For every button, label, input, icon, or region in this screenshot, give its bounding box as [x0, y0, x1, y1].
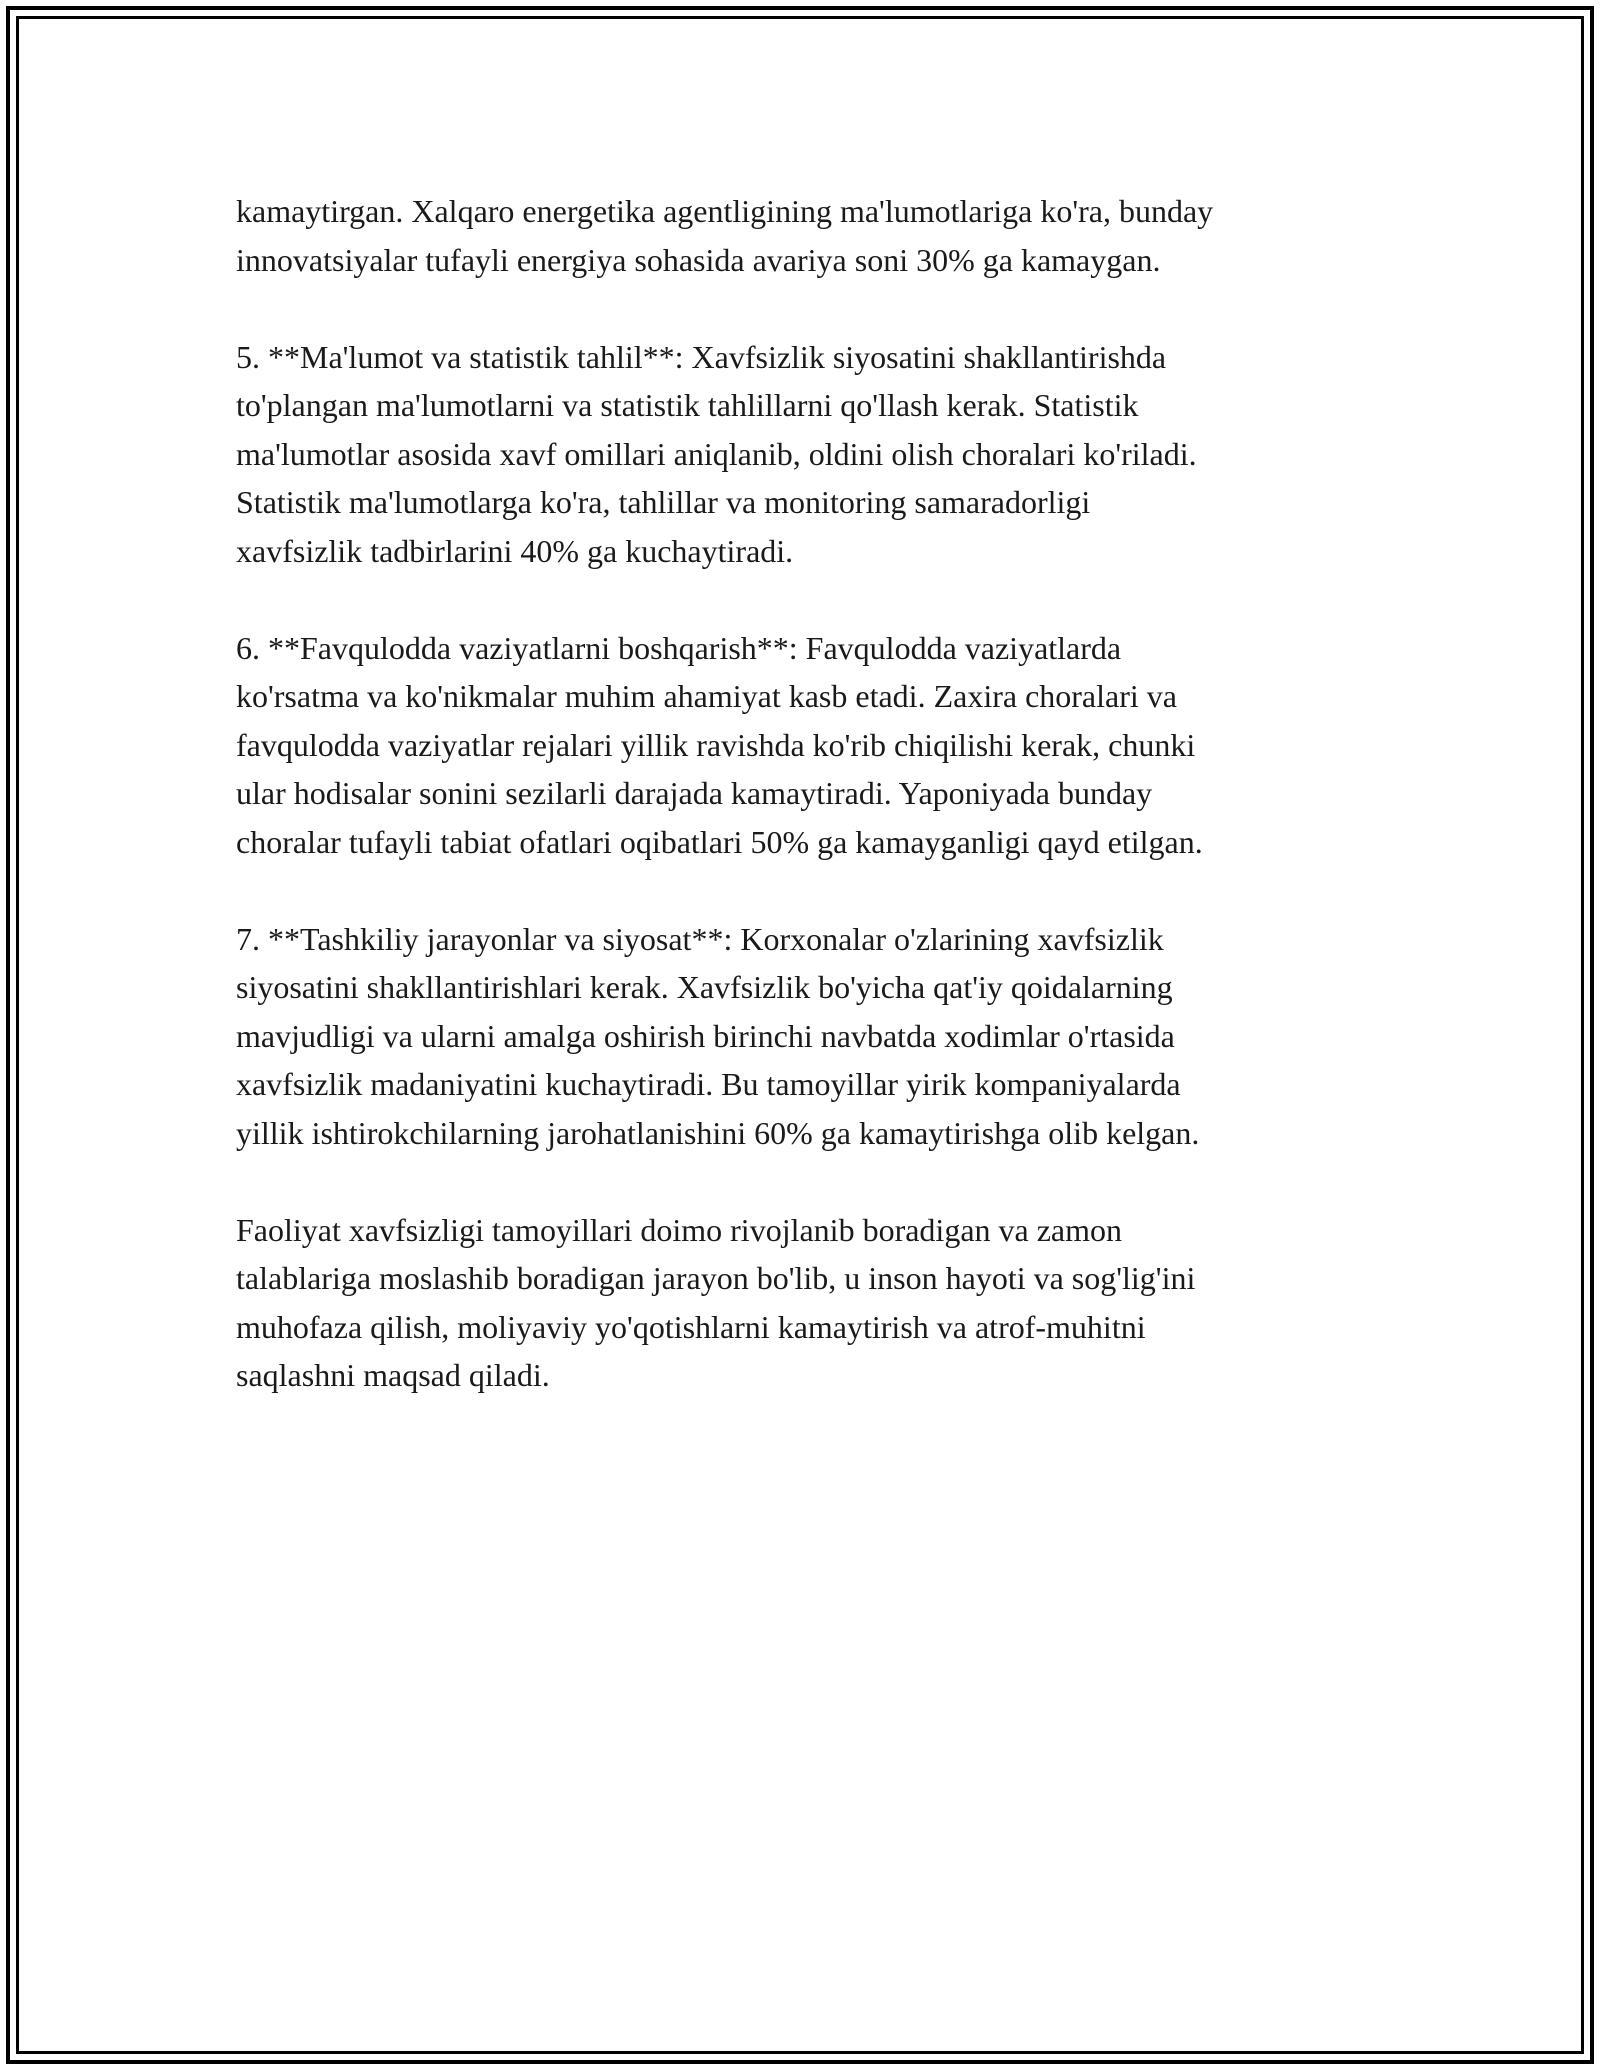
text-line: mavjudligi va ularni amalga oshirish birinchi navbatda xodimlar o'rtasida [236, 1017, 1175, 1054]
paragraph-continuation [236, 187, 1386, 284]
text-line: 7. **Tashkiliy jarayonlar va siyosat**: Korxonalar o'zlarining xavfsizlik [236, 920, 1164, 957]
paragraph-item-5 [236, 333, 1386, 576]
paragraph-item-6 [236, 624, 1386, 867]
text-line: ko'rsatma va ko'nikmalar muhim ahamiyat kasb etadi. Zaxira choralari va [236, 678, 1177, 714]
text-line: innovatsiyalar tufayli energiya sohasida avariya soni 30% ga kamaygan. [236, 241, 1161, 278]
text-line: xavfsizlik madaniyatini kuchaytiradi. Bu tamoyillar yirik kompaniyalarda [236, 1066, 1181, 1102]
text-line: muhofaza qilish, moliyaviy yo'qotishlarni kamaytirish va atrof-muhitni [236, 1308, 1146, 1345]
text-line: favqulodda vaziyatlar rejalari yillik ravishda ko'rib chiqilishi kerak, chunki [236, 726, 1196, 763]
text-line: yillik ishtirokchilarning jarohatlanishini 60% ga kamaytirishga olib kelgan. [236, 1114, 1200, 1151]
text-line: kamaytirgan. Xalqaro energetika agentligining ma'lumotlariga ko'ra, bunday [236, 193, 1214, 229]
text-line: ma'lumotlar asosida xavf omillari aniqlanib, oldini olish choralari ko'riladi. [236, 435, 1197, 472]
paragraph-conclusion [236, 1206, 1386, 1400]
text-line: choralar tufayli tabiat ofatlari oqibatlari 50% ga kamayganligi qayd etilgan. [236, 823, 1203, 860]
text-line: saqlashni maqsad qiladi. [236, 1357, 550, 1393]
text-line: 5. **Ma'lumot va statistik tahlil**: Xavfsizlik siyosatini shakllantirishda [236, 338, 1167, 375]
text-line: 6. **Favqulodda vaziyatlarni boshqarish**: Favqulodda vaziyatlarda [236, 629, 1122, 666]
text-line: xavfsizlik tadbirlarini 40% ga kuchaytiradi. [236, 532, 794, 569]
text-line: Faoliyat xavfsizligi tamoyillari doimo rivojlanib boradigan va zamon [236, 1211, 1123, 1248]
text-line: ular hodisalar sonini sezilarli darajada kamaytiradi. Yaponiyada bunday [236, 775, 1153, 811]
paragraph-item-7 [236, 915, 1386, 1158]
text-line: siyosatini shakllantirishlari kerak. Xavfsizlik bo'yicha qat'iy qoidalarning [236, 969, 1173, 1005]
text-line: to'plangan ma'lumotlarni va statistik tahlillarni qo'llash kerak. Statistik [236, 387, 1139, 423]
text-line: talablariga moslashib boradigan jarayon bo'lib, u inson hayoti va sog'lig'ini [236, 1260, 1196, 1296]
text-line: Statistik ma'lumotlarga ko'ra, tahlillar va monitoring samaradorligi [236, 484, 1091, 520]
document-body [236, 187, 1386, 1448]
